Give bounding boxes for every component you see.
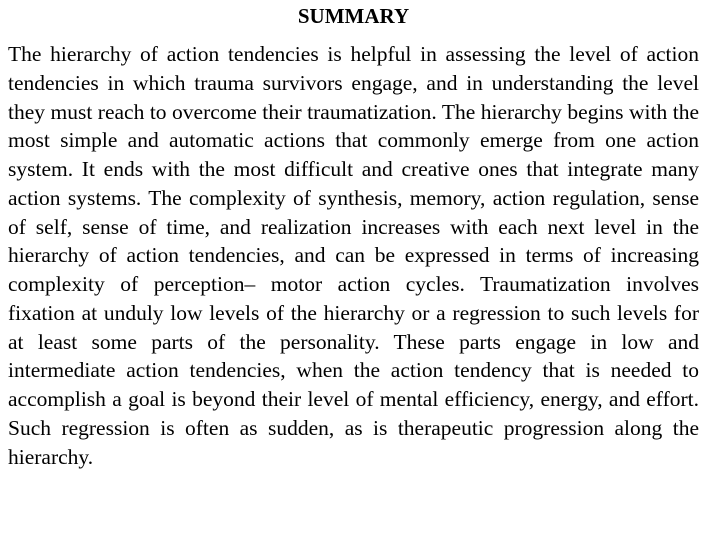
document-page [8,2,699,471]
summary-heading: SUMMARY [297,4,410,28]
summary-paragraph: The hierarchy of action tendencies is helpful in assessing the level of action tendencies in which trauma survivors engage, and in understanding the level they must reach to overcome their traumatization. The hierarchy begins with the most simple and automatic actions that commonly emerge from one action system. It ends with the most difficult and creative ones that integrate many action systems. The complexity of synthesis, memory, action regulation, sense of self, sense of time, and realization increases with each next level in the hierarchy of action tendencies, and can be expressed in terms of increasing complexity of perception– motor action cycles. Traumatization involves fixation at unduly low levels of the hierarchy or a regression to such levels for at least some parts of the personality. These parts engage in low and intermediate action tendencies, when the action tendency that is needed to accomplish a goal is beyond their level of mental efficiency, energy, and effort. Such regression is often as sudden, as is therapeutic progression along the hierarchy. [8,42,699,469]
